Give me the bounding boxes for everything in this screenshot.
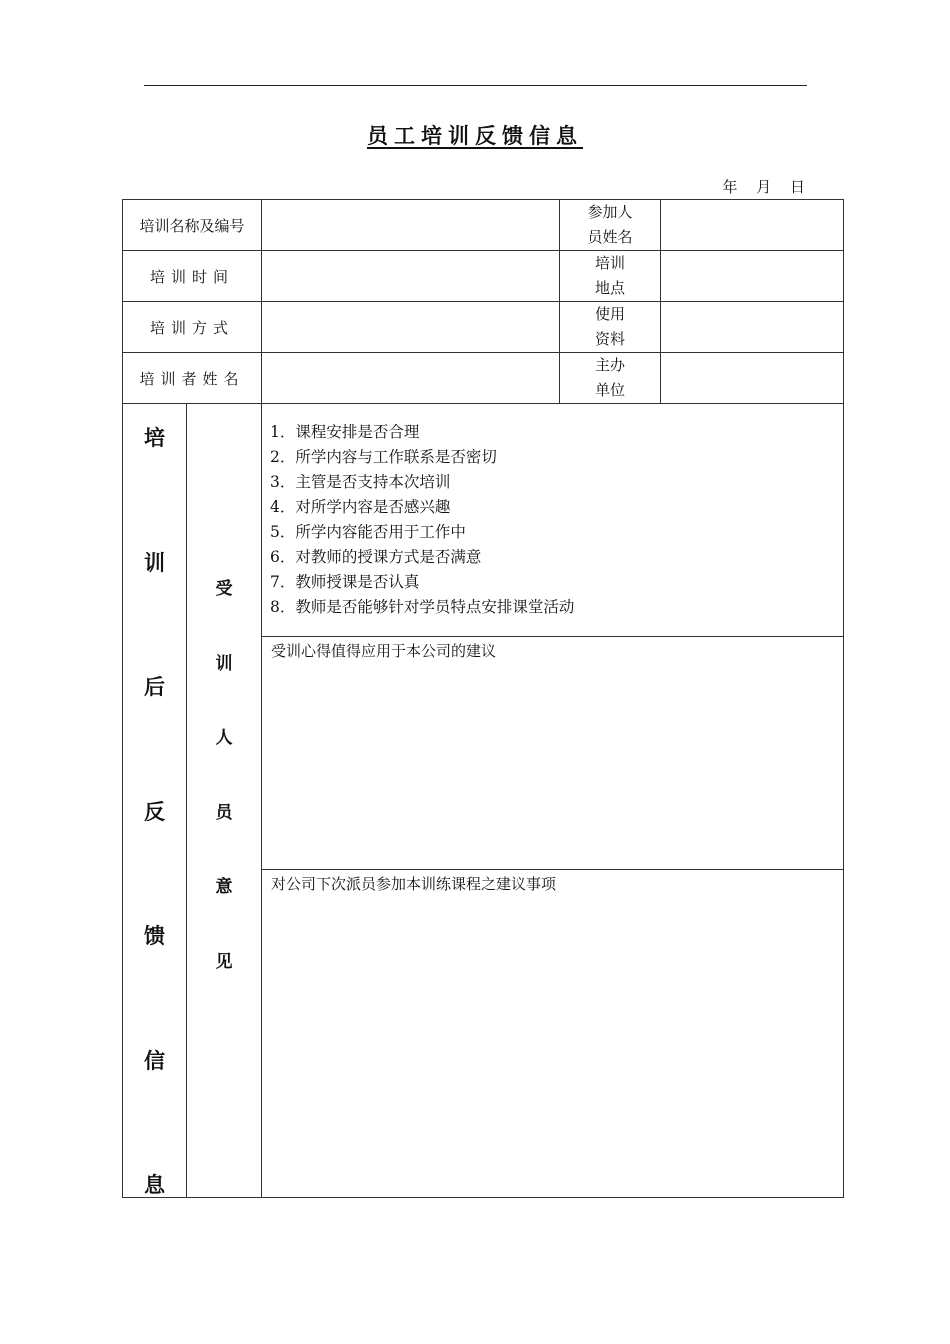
list-item: 6．对教师的授课方式是否满意 (270, 548, 482, 566)
participant-label: 参加人 员姓名 (560, 200, 661, 251)
date-line: 年 月 日 (722, 178, 805, 196)
training-name-label: 培训名称及编号 (123, 200, 262, 251)
participant-field[interactable] (661, 200, 844, 251)
suggestion-heading: 受训心得值得应用于本公司的建议 (271, 641, 497, 660)
training-method-label: 培训方式 (123, 302, 262, 353)
organizer-field[interactable] (661, 353, 844, 404)
materials-field[interactable] (661, 302, 844, 353)
header-rule (144, 85, 807, 86)
location-label: 培训 地点 (560, 251, 661, 302)
materials-label: 使用 资料 (560, 302, 661, 353)
list-item: 7．教师授课是否认真 (270, 573, 420, 591)
location-field[interactable] (661, 251, 844, 302)
feedback-section-label: 培 训 后 反 馈 信 息 (123, 404, 187, 1198)
list-item: 8．教师是否能够针对学员特点安排课堂活动 (270, 598, 575, 616)
next-course-field[interactable] (262, 869, 844, 1197)
trainer-name-label: 培训者姓名 (123, 353, 262, 404)
list-item: 3．主管是否支持本次培训 (270, 473, 451, 491)
page-title: 员工培训反馈信息 (367, 123, 583, 148)
trainee-opinion-label: 受 训 人 员 意 见 (187, 404, 262, 1198)
list-item: 4．对所学内容是否感兴趣 (270, 498, 451, 516)
list-item: 1．课程安排是否合理 (270, 423, 420, 441)
training-method-field[interactable] (262, 302, 560, 353)
training-time-field[interactable] (262, 251, 560, 302)
training-name-field[interactable] (262, 200, 560, 251)
trainer-name-field[interactable] (262, 353, 560, 404)
training-time-label: 培训时间 (123, 251, 262, 302)
list-item: 5．所学内容能否用于工作中 (270, 523, 466, 541)
next-course-heading: 对公司下次派员参加本训练课程之建议事项 (271, 874, 557, 893)
question-list (262, 404, 844, 637)
suggestion-field[interactable] (262, 636, 844, 869)
organizer-label: 主办 单位 (560, 353, 661, 404)
feedback-form-table (122, 199, 844, 1198)
list-item: 2．所学内容与工作联系是否密切 (270, 448, 497, 466)
